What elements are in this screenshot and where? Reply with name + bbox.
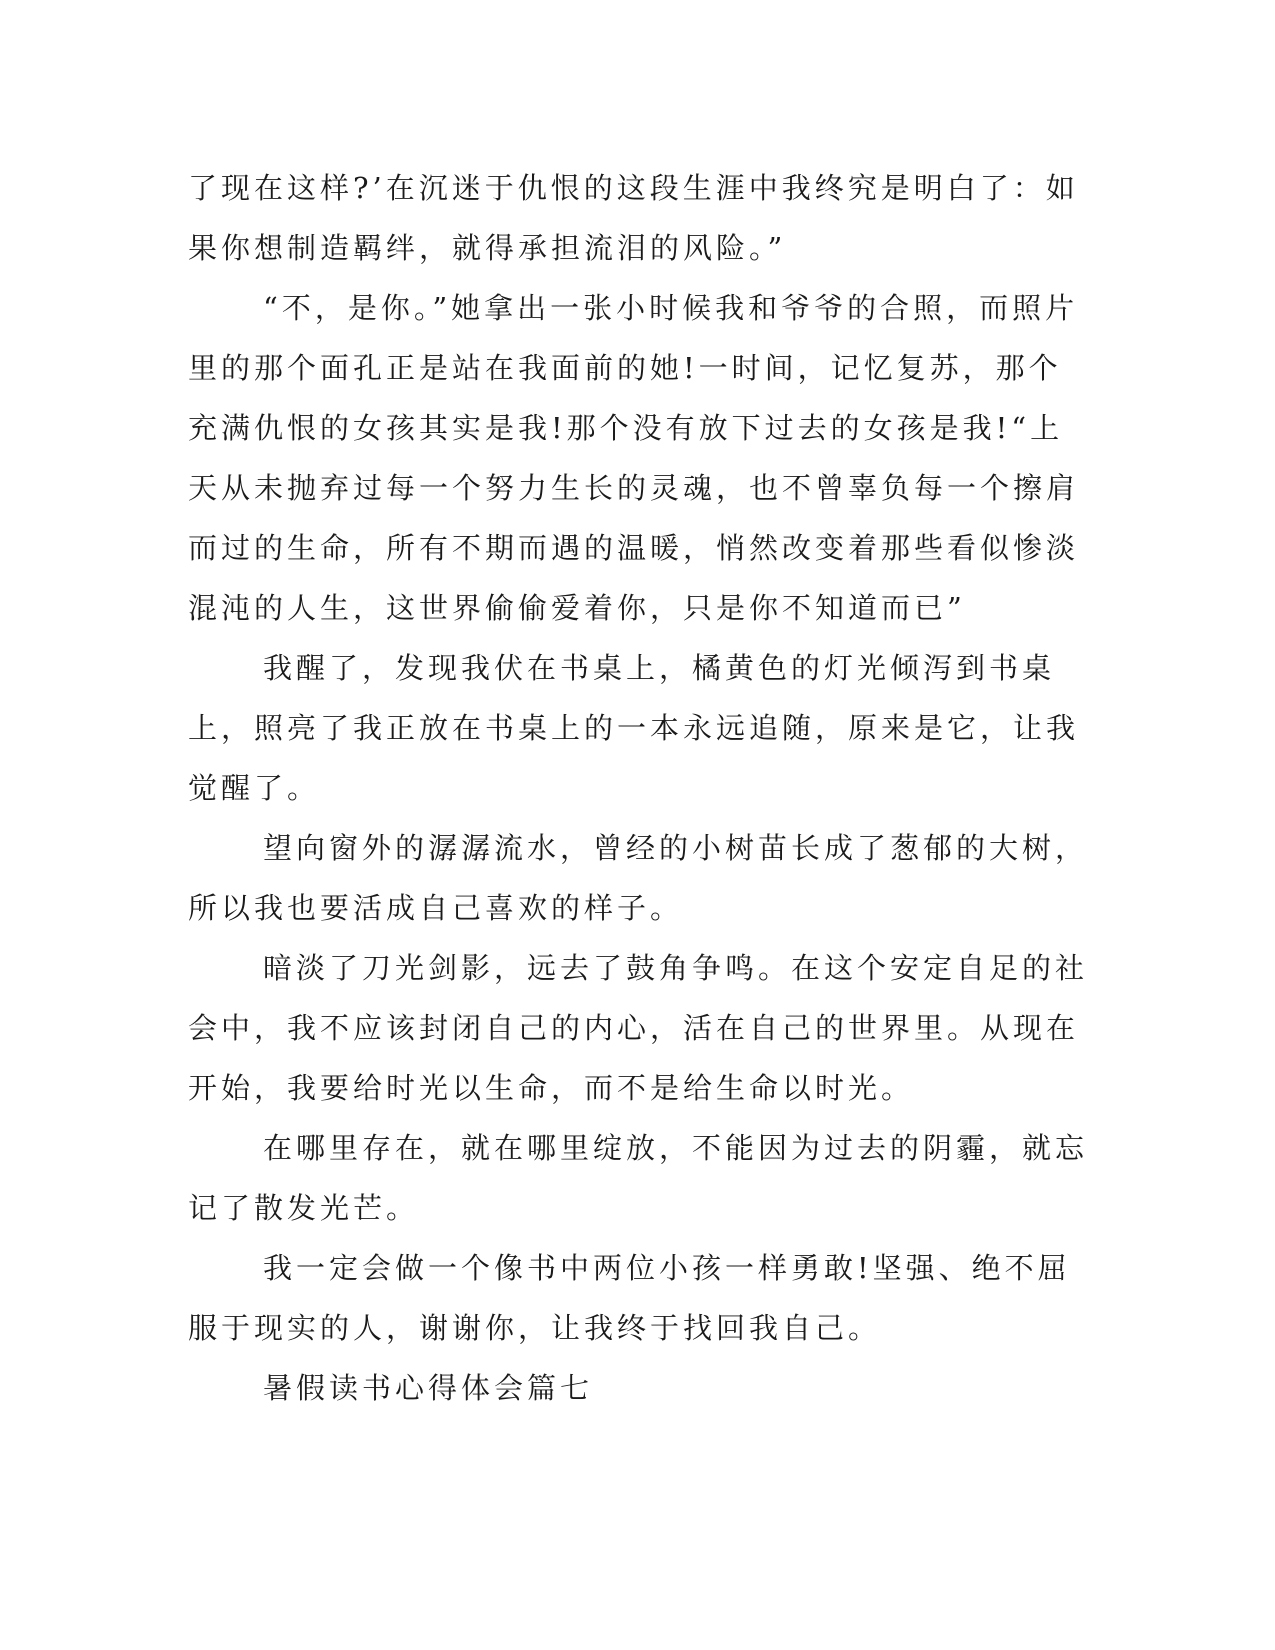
section-heading: 暑假读书心得体会篇七	[263, 1371, 594, 1405]
paragraph-4: 望向窗外的潺潺流水，曾经的小树苗长成了葱郁的大树，所以我也要活成自己喜欢的样子。	[188, 831, 1089, 925]
paragraph-3: 我醒了，发现我伏在书桌上，橘黄色的灯光倾泻到书桌上，照亮了我正放在书桌上的一本永远追随，原来是它，让我觉醒了。	[188, 651, 1080, 805]
paragraph-5: 暗淡了刀光剑影，远去了鼓角争鸣。在这个安定自足的社会中，我不应该封闭自己的内心，活在自己的世界里。从现在开始，我要给时光以生命，而不是给生命以时光。	[188, 951, 1089, 1105]
paragraph-1: 了现在这样?’在沉迷于仇恨的这段生涯中我终究是明白了：如果你想制造羁绊，就得承担流泪的风险。”	[188, 171, 1079, 265]
paragraph-7: 我一定会做一个像书中两位小孩一样勇敢!坚强、绝不屈服于现实的人，谢谢你，让我终于找回我自己。	[188, 1251, 1071, 1345]
paragraph-6: 在哪里存在，就在哪里绽放，不能因为过去的阴霾，就忘记了散发光芒。	[188, 1131, 1089, 1225]
paragraph-2: “不，是你。”她拿出一张小时候我和爷爷的合照，而照片里的那个面孔正是站在我面前的她!一时间，记忆复苏，那个充满仇恨的女孩其实是我!那个没有放下过去的女孩是我!“上天从未抛弃过每一个努力生长的灵魂，也不曾辜负每一个擦肩而过的生命，所有不期而遇的温暖，悄然改变着那些看似惨淡混沌的人生，这世界偷偷爱着你，只是你不知道而已”	[188, 291, 1080, 625]
document-body	[188, 158, 1088, 1418]
